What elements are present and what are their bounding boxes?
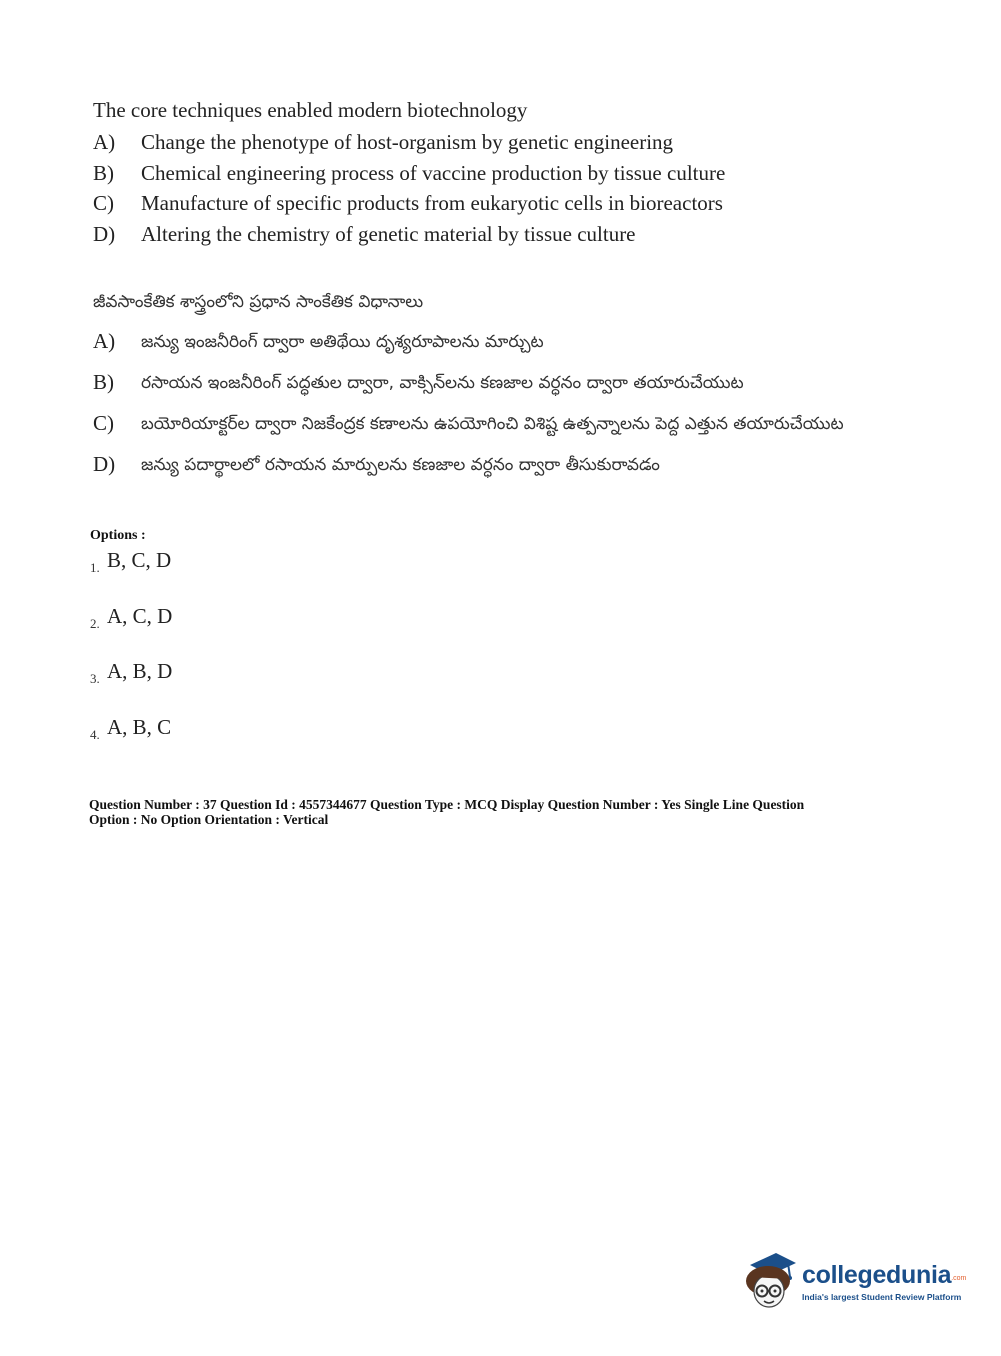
answer-choices <box>90 548 172 770</box>
collegedunia-logo[interactable] <box>742 1248 972 1314</box>
option-label: A) <box>93 130 116 154</box>
question-stem-en: The core techniques enabled modern biotechnology <box>93 98 528 122</box>
option-label: C) <box>93 411 114 435</box>
choice-number: 4. <box>90 726 100 742</box>
option-te-a <box>93 326 873 358</box>
answer-choice-3[interactable] <box>90 659 172 715</box>
option-text: Altering the chemistry of genetic material by tissue culture <box>141 221 636 246</box>
choice-number: 1. <box>90 560 100 575</box>
question-stem-te: జీవసాంకేతిక శాస్త్రంలోని ప్రధాన సాంకేతిక విధానాలు <box>93 292 424 312</box>
choice-value: A, C, D <box>107 603 173 628</box>
option-text: రసాయన ఇంజనీరింగ్ పద్ధతుల ద్వారా, వాక్సిన్‌లను కణజాల వర్ధనం ద్వారా తయారుచేయుట <box>141 373 744 393</box>
option-label: B) <box>93 160 114 185</box>
answer-choice-1[interactable] <box>90 548 172 604</box>
option-label: C) <box>93 191 114 215</box>
option-text: జన్యు పదార్థాలలో రసాయన మార్పులను కణజాల వర్ధనం ద్వారా తీసుకురావడం <box>141 455 660 475</box>
option-text: Change the phenotype of host-organism by genetic engineering <box>141 130 674 154</box>
option-label: A) <box>93 329 116 353</box>
logo-domain: .com <box>951 1274 967 1282</box>
choice-number: 3. <box>90 671 100 686</box>
logo-text <box>802 1261 966 1302</box>
logo-wordmark: collegedunia <box>802 1260 952 1289</box>
option-en-d <box>93 219 793 250</box>
choice-number: 2. <box>90 615 100 631</box>
choice-value: A, B, C <box>107 714 172 739</box>
option-text: బయోరియాక్టర్‌ల ద్వారా నిజకేంద్రక కణాలను ఉపయోగించి విశిష్ట ఉత్పన్నాలను పెద్ద ఎత్తున తయారుచేయుట <box>141 414 844 434</box>
option-te-b <box>93 367 873 399</box>
question-english <box>93 96 793 249</box>
option-label: D) <box>93 221 116 246</box>
metadata-line-1: Question Number : 37 Question Id : 4557344677 Question Type : MCQ Display Question Number : Yes Single Line Question <box>89 797 805 812</box>
choice-value: B, C, D <box>107 548 172 572</box>
question-metadata <box>89 797 889 827</box>
answer-choice-4[interactable] <box>90 715 172 771</box>
question-telugu <box>93 288 873 490</box>
options-heading: Options : <box>90 528 146 543</box>
option-en-b <box>93 158 793 189</box>
mascot-icon <box>742 1251 798 1311</box>
choice-value: A, B, D <box>107 659 173 683</box>
option-text: జన్యు ఇంజనీరింగ్ ద్వారా అతిథేయి దృశ్యరూపాలను మార్చుట <box>141 332 544 352</box>
option-text: Manufacture of specific products from eukaryotic cells in bioreactors <box>141 191 723 215</box>
option-label: B) <box>93 370 114 394</box>
metadata-line-2: Option : No Option Orientation : Vertical <box>89 812 329 827</box>
option-en-c <box>93 188 793 219</box>
option-te-d <box>93 449 873 481</box>
logo-tagline: India's largest Student Review Platform <box>802 1291 962 1302</box>
option-label: D) <box>93 452 116 476</box>
option-text: Chemical engineering process of vaccine production by tissue culture <box>141 160 726 185</box>
answer-choice-2[interactable] <box>90 604 172 660</box>
option-te-c <box>93 408 873 440</box>
option-en-a <box>93 127 793 158</box>
